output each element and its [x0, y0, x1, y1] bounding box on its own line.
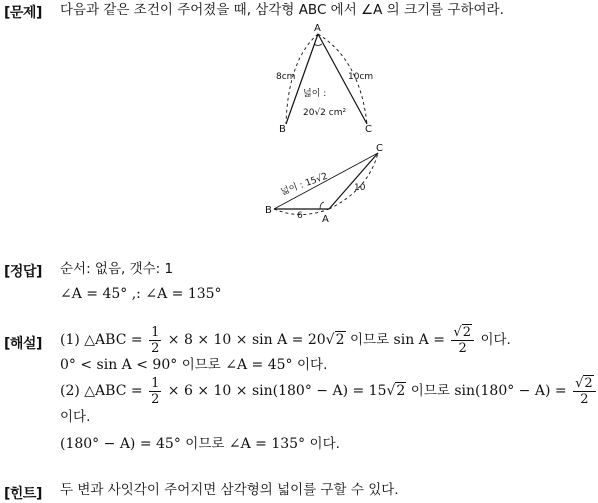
- answer-meta: 순서: 없음, 갯수: 1: [60, 261, 174, 277]
- hint-tag: [힌트]: [4, 486, 42, 502]
- solution-line-1: [60, 322, 511, 358]
- answer-tag: [정답]: [4, 264, 42, 280]
- fig1-label-c: C: [365, 124, 372, 135]
- sol1-ko: 이므로: [349, 332, 390, 348]
- sol3-sqrt: √2: [386, 383, 406, 399]
- sol3-frac: $\frac{√2}{2}$: [573, 376, 596, 407]
- fig1-angle-arc: [314, 44, 322, 46]
- solution-line-3: [60, 371, 598, 411]
- solution-line-5: (180° − A) = 45° 이므로 ∠A = 135° 이다.: [60, 436, 340, 452]
- sol1-half: $\frac{1}{2}$: [151, 324, 160, 356]
- fig2-side-ab-label: 6: [297, 211, 303, 221]
- sol3-prefix: (2) △ABC =: [60, 383, 143, 399]
- sol1-mid: × 8 × 10 × sin A = 20: [167, 332, 326, 348]
- solution-line-2: 0° < sin A < 90° 이므로 ∠A = 45° 이다.: [60, 357, 328, 373]
- solution-tag: [해설]: [4, 336, 42, 352]
- sol3-sin: sin(180° − A) =: [454, 383, 567, 399]
- sol1-prefix: (1) △ABC =: [60, 332, 143, 348]
- fig1-label-b: B: [279, 124, 286, 135]
- answer-values: ∠A = 45° ,: ∠A = 135°: [60, 286, 222, 302]
- sol3-ko: 이므로: [410, 383, 450, 399]
- problem-text: 다음과 같은 조건이 주어졌을 때, 삼각형 ABC 에서 ∠A 의 크기를 구하여라.: [60, 2, 504, 18]
- hint-text: 두 변과 사잇각이 주어지면 삼각형의 넓이를 구할 수 있다.: [60, 482, 399, 498]
- solution-line-4: 이다.: [60, 409, 91, 425]
- fig2-angle-arc: [320, 202, 324, 209]
- fig2-label-c: C: [376, 143, 383, 154]
- fig2-side-ac-label: 10: [354, 183, 366, 193]
- sol1-sqrt: √2: [325, 332, 345, 348]
- sol3-mid: × 6 × 10 × sin(180° − A) = 15: [167, 383, 387, 399]
- sol1-frac: $\frac{√2}{2}$: [451, 325, 474, 356]
- fig1-area-label-1: 넓이 :: [303, 89, 327, 99]
- fig2-side-ac: [329, 153, 378, 209]
- fig1-area-label-2: 20√2 cm²: [303, 108, 347, 118]
- sol1-end: 이다.: [480, 332, 511, 348]
- fig1-side-ac-label: 10cm: [348, 72, 374, 82]
- fig2-label-a: A: [322, 214, 329, 225]
- fig2-area-label: 넓이 : 15√2: [279, 171, 330, 198]
- figure-triangle-1: [0, 0, 591, 145]
- figure-triangle-2: [0, 140, 591, 225]
- fig2-label-b: B: [265, 205, 272, 216]
- problem-tag: [문제]: [4, 5, 42, 21]
- sol3-half: $\frac{1}{2}$: [151, 375, 160, 407]
- fig1-side-ab-label: 8cm: [276, 72, 296, 82]
- sol1-sin: sin A =: [393, 332, 445, 348]
- fig1-label-a: A: [314, 23, 321, 34]
